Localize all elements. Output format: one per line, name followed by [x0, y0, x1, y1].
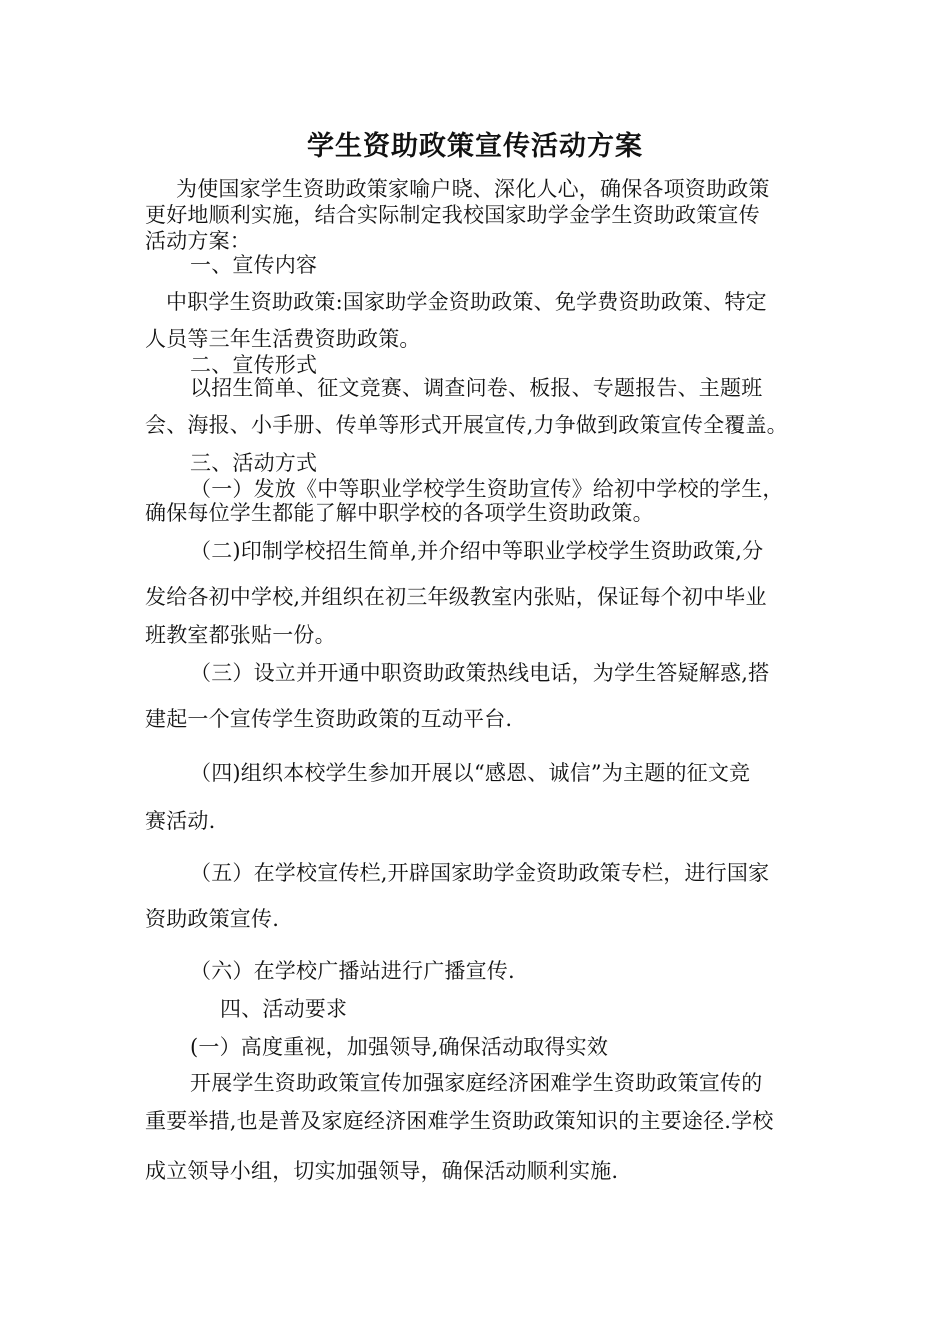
item4-line-2: 赛活动. [145, 809, 216, 833]
item1-line-2: 确保每位学生都能了解中职学校的各项学生资助政策。 [145, 501, 654, 525]
requirements-body-line-2: 重要举措,也是普及家庭经济困难学生资助政策知识的主要途径.学校 [145, 1109, 774, 1133]
intro-line-2: 更好地顺利实施，结合实际制定我校国家助学金学生资助政策宣传 [145, 203, 760, 227]
item3-line-2: 建起一个宣传学生资助政策的互动平台. [145, 707, 513, 731]
section-heading-form: 二、宣传形式 [190, 353, 318, 377]
section2-body-line-2: 会、海报、小手册、传单等形式开展宣传,力争做到政策宣传全覆盖。 [145, 413, 788, 437]
requirements-body-line-3: 成立领导小组，切实加强领导，确保活动顺利实施. [145, 1159, 619, 1183]
item4-line-1: （四)组织本校学生参加开展以“感恩、诚信”为主题的征文竞 [190, 761, 751, 785]
item2-line-2: 发给各初中学校,并组织在初三年级教室内张贴，保证每个初中毕业 [145, 585, 767, 609]
item2-line-3: 班教室都张贴一份。 [145, 623, 336, 647]
section1-body-line-2: 人员等三年生活费资助政策。 [145, 327, 421, 351]
item3-line-1: （三）设立并开通中职资助政策热线电话，为学生答疑解惑,搭 [190, 661, 770, 685]
section2-body-line-1: 以招生简单、征文竞赛、调查问卷、板报、专题报告、主题班 [190, 376, 763, 400]
requirements-body-line-1: 开展学生资助政策宣传加强家庭经济困难学生资助政策宣传的 [190, 1071, 763, 1095]
item1-line-1: （一）发放《中等职业学校学生资助宣传》给初中学校的学生， [190, 477, 784, 501]
requirements-sub1: (一）高度重视，加强领导,确保活动取得实效 [190, 1035, 609, 1059]
section1-body-line-1: 中职学生资助政策:国家助学金资助政策、免学费资助政策、特定 [166, 290, 767, 314]
section-heading-content: 一、宣传内容 [190, 253, 318, 277]
section-heading-method: 三、活动方式 [190, 451, 318, 475]
intro-line-3: 活动方案： [145, 229, 251, 253]
item5-line-1: （五）在学校宣传栏,开辟国家助学金资助政策专栏，进行国家 [190, 861, 770, 885]
item6-line: （六）在学校广播站进行广播宣传. [190, 959, 515, 983]
document-title: 学生资助政策宣传活动方案 [307, 131, 643, 162]
section-heading-requirements: 四、活动要求 [220, 997, 348, 1021]
item2-line-1: （二)印制学校招生简单,并介绍中等职业学校学生资助政策,分 [190, 539, 764, 563]
intro-line-1: 为使国家学生资助政策家喻户晓、深化人心，确保各项资助政策 [176, 177, 770, 201]
item5-line-2: 资助政策宣传. [145, 907, 280, 931]
